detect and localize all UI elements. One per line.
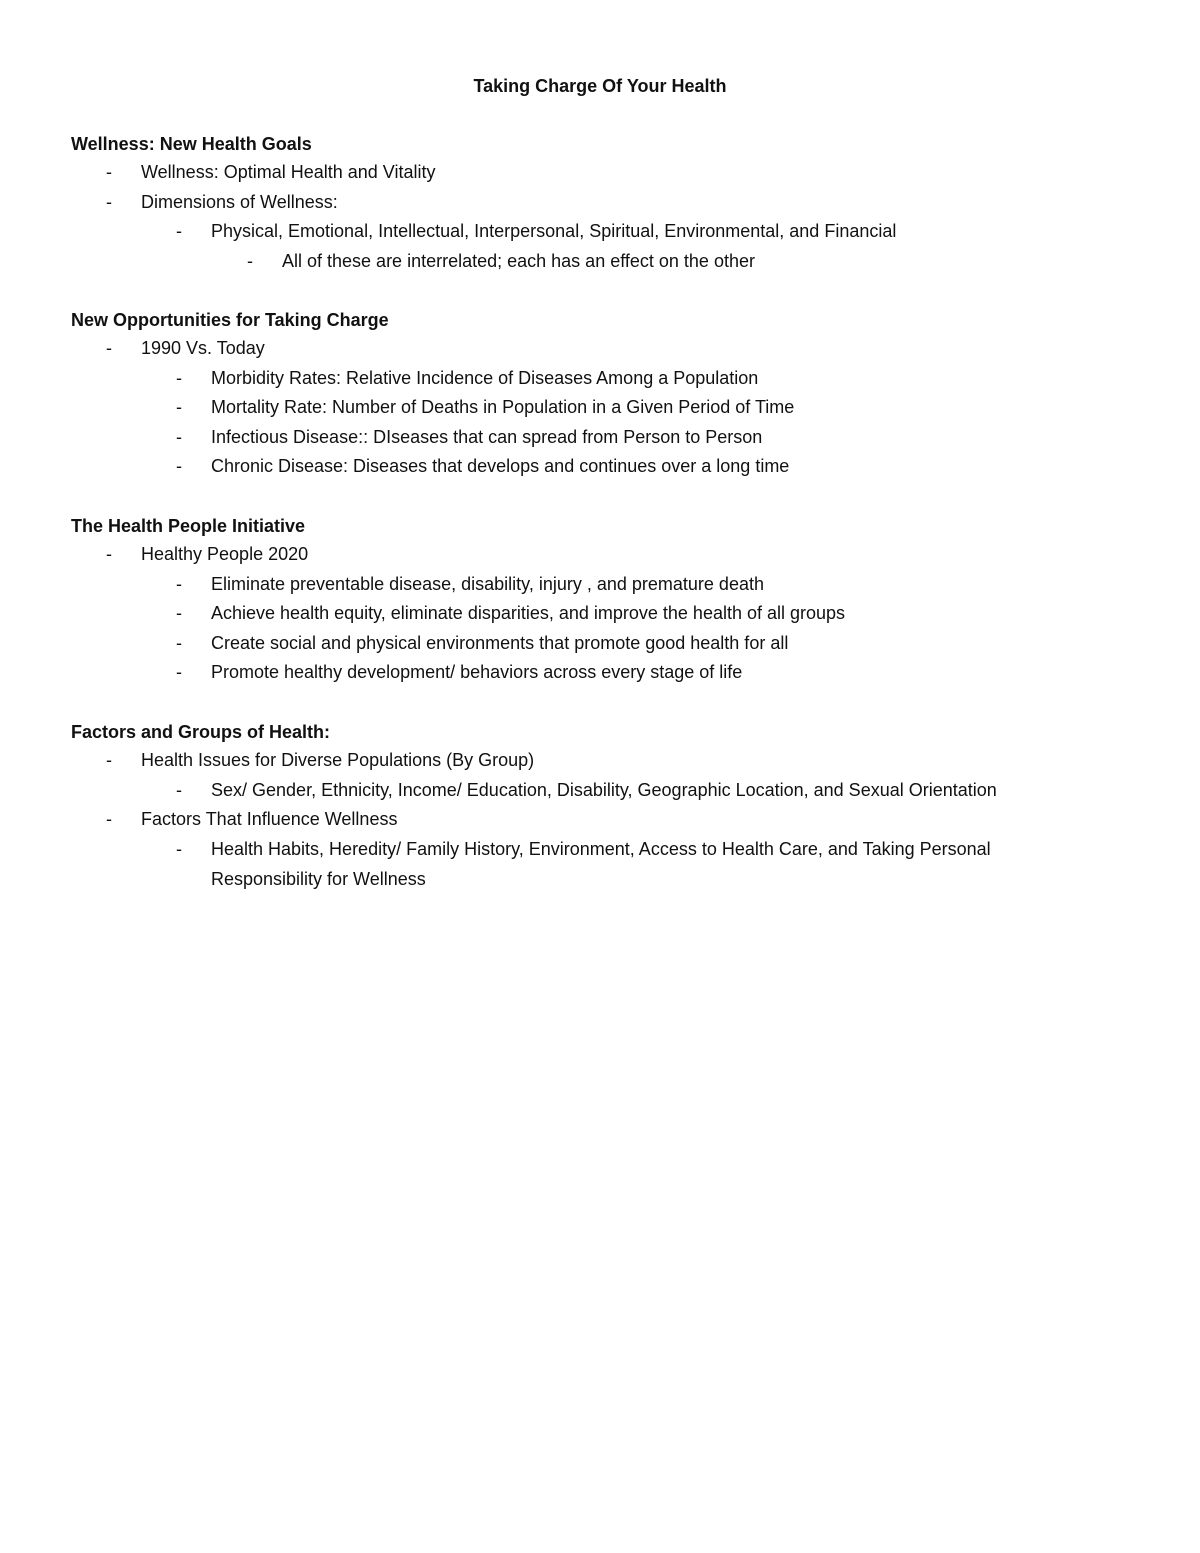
list-item-text: 1990 Vs. Today [141,338,265,358]
list-item-text: Dimensions of Wellness: [141,192,338,212]
bullet-dash: - [176,456,182,476]
list-item-text: Factors That Influence Wellness [141,809,398,829]
list-item-text: Promote healthy development/ behaviors across every stage of life [211,662,743,682]
section-heading-opportunities: New Opportunities for Taking Charge [71,310,389,330]
bullet-dash: - [176,780,182,800]
section-heading-factors: Factors and Groups of Health: [71,722,331,742]
section-heading-wellness: Wellness: New Health Goals [71,134,312,154]
bullet-dash: - [176,427,182,447]
bullet-dash: - [176,574,182,594]
list-item-text: Create social and physical environments that promote good health for all [211,633,789,653]
section-heading-initiative: The Health People Initiative [71,516,306,536]
list-item-text: Health Issues for Diverse Populations (By Group) [141,750,535,770]
list-item-text: Morbidity Rates: Relative Incidence of Diseases Among a Population [211,368,759,388]
list-item-text: Eliminate preventable disease, disability, injury , and premature death [211,574,764,594]
bullet-dash: - [106,809,112,829]
list-item-text: Health Habits, Heredity/ Family History, Environment, Access to Health Care, and Taking Personal Responsibility for Wellness [211,839,991,889]
bullet-dash: - [176,633,182,653]
bullet-dash: - [106,192,112,212]
list-item-text: All of these are interrelated; each has an effect on the other [282,251,755,271]
bullet-dash: - [176,368,182,388]
bullet-dash: - [176,397,182,417]
list-item-text: Sex/ Gender, Ethnicity, Income/ Education, Disability, Geographic Location, and Sexual Orientation [211,780,997,800]
bullet-dash: - [176,839,182,859]
list-item-text: Infectious Disease:: DIseases that can spread from Person to Person [211,427,763,447]
bullet-dash: - [106,338,112,358]
list-item-text: Achieve health equity, eliminate disparities, and improve the health of all groups [211,603,846,623]
list-item-text: Physical, Emotional, Intellectual, Interpersonal, Spiritual, Environmental, and Financial [211,221,897,241]
list-item-text: Wellness: Optimal Health and Vitality [141,162,436,182]
list-item-text: Chronic Disease: Diseases that develops and continues over a long time [211,456,790,476]
list-item-text: Healthy People 2020 [141,544,309,564]
bullet-dash: - [106,162,112,182]
bullet-dash: - [247,251,253,271]
document-title: Taking Charge Of Your Health [473,76,727,96]
bullet-dash: - [106,750,112,770]
list-item-text: Mortality Rate: Number of Deaths in Population in a Given Period of Time [211,397,795,417]
bullet-dash: - [176,603,182,623]
bullet-dash: - [106,544,112,564]
bullet-dash: - [176,662,182,682]
bullet-dash: - [176,221,182,241]
